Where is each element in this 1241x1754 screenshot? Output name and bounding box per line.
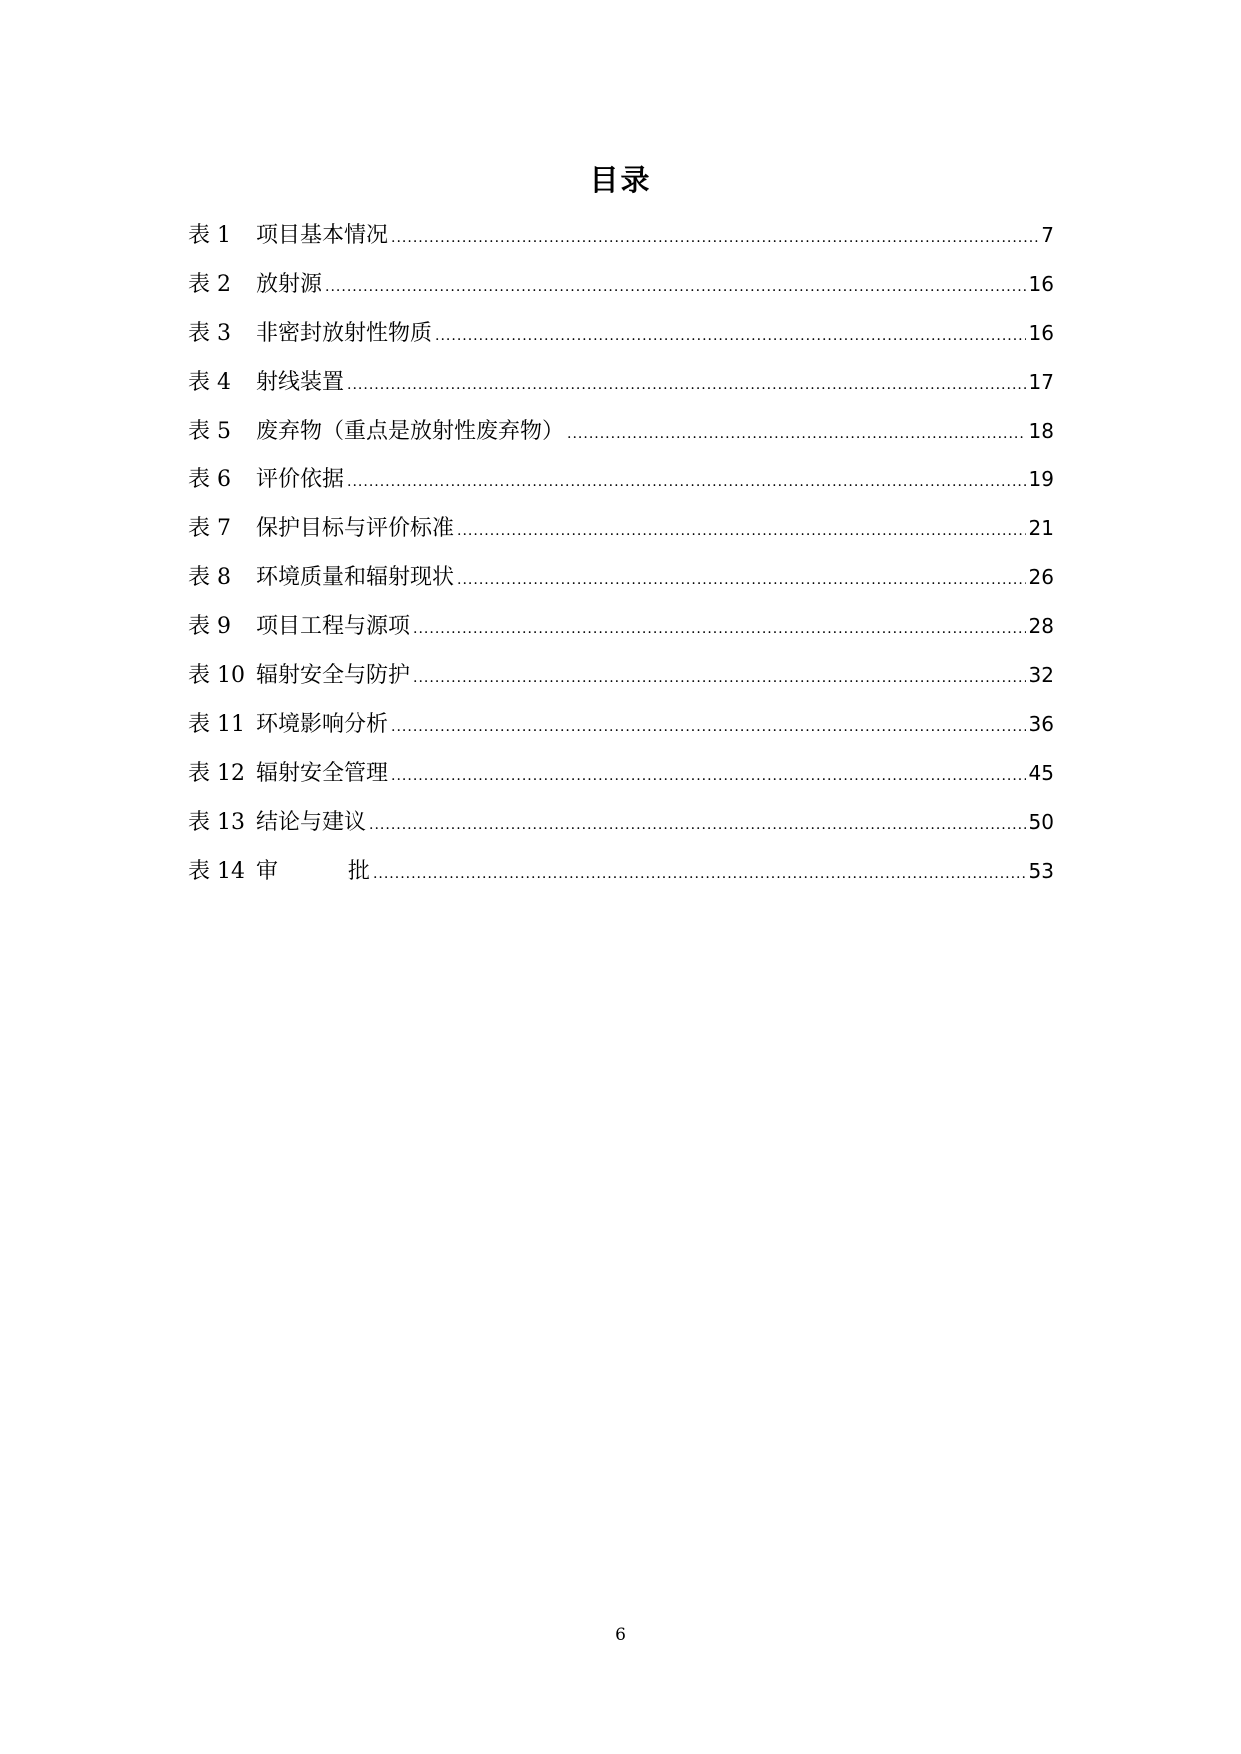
toc-entry-number: 表 13 <box>188 809 245 835</box>
toc-entry-number: 表 14 <box>188 858 245 884</box>
toc-entry-label: 非密封放射性物质 <box>256 320 433 346</box>
toc-entry-page: 21 <box>1028 516 1054 541</box>
toc-entry-4[interactable] <box>188 367 1054 416</box>
toc-entry-page: 18 <box>1028 418 1054 443</box>
toc-entry-label: 结论与建议 <box>256 809 367 835</box>
toc-entry-11[interactable] <box>188 709 1054 758</box>
toc-entry-number: 表 11 <box>188 711 245 737</box>
toc-entry-label: 环境质量和辐射现状 <box>256 565 455 591</box>
toc-dot-leader <box>347 370 1026 400</box>
toc-dot-leader <box>457 516 1026 546</box>
toc-entry-page: 16 <box>1028 271 1054 296</box>
toc-dot-leader <box>413 663 1026 693</box>
toc-entry-number: 表 2 <box>188 271 231 297</box>
toc-entry-14[interactable] <box>188 856 1054 905</box>
toc-entry-page: 19 <box>1028 467 1054 492</box>
toc-entry-page: 7 <box>1041 223 1054 247</box>
toc-dot-leader <box>373 859 1026 889</box>
toc-entry-2[interactable] <box>188 269 1054 318</box>
toc-entry-label: 射线装置 <box>256 369 345 395</box>
toc-entry-label: 保护目标与评价标准 <box>256 516 455 542</box>
toc-entry-label: 项目工程与源项 <box>256 614 411 640</box>
toc-entry-number: 表 3 <box>188 320 231 346</box>
toc-entry-number: 表 1 <box>188 223 231 248</box>
toc-dot-leader <box>369 810 1026 840</box>
toc-entry-number: 表 9 <box>188 614 231 640</box>
toc-entry-page: 45 <box>1028 760 1054 785</box>
toc-dot-leader <box>391 712 1026 742</box>
toc-title: 目录 <box>589 163 652 197</box>
toc-entry-page: 50 <box>1028 809 1054 834</box>
toc-dot-leader <box>391 223 1038 253</box>
toc-entry-label: 辐射安全管理 <box>256 760 389 786</box>
toc-dot-leader <box>457 565 1026 595</box>
toc-entry-12[interactable] <box>188 758 1054 807</box>
toc-entry-label: 环境影响分析 <box>256 711 389 737</box>
toc-entry-number: 表 6 <box>188 467 231 493</box>
toc-entry-number: 表 10 <box>188 663 245 689</box>
toc-entry-label: 辐射安全与防护 <box>256 663 411 689</box>
page-number: 6 <box>615 1625 626 1645</box>
toc-entry-5[interactable] <box>188 416 1054 465</box>
toc-entry-8[interactable] <box>188 562 1054 611</box>
toc-entry-page: 53 <box>1028 858 1054 883</box>
toc-dot-leader <box>325 272 1026 302</box>
toc-entry-page: 17 <box>1028 369 1054 394</box>
toc-entry-13[interactable] <box>188 807 1054 856</box>
toc-entry-6[interactable] <box>188 464 1054 513</box>
toc-dot-leader <box>413 614 1026 644</box>
toc-list <box>188 220 1054 904</box>
toc-entry-number: 表 12 <box>188 760 245 786</box>
toc-entry-10[interactable] <box>188 660 1054 709</box>
toc-entry-1[interactable] <box>188 220 1054 269</box>
toc-entry-number: 表 4 <box>188 369 231 395</box>
toc-entry-page: 16 <box>1028 320 1054 345</box>
toc-entry-page: 28 <box>1028 614 1054 639</box>
toc-entry-label: 审 批 <box>256 858 370 884</box>
toc-entry-label: 放射源 <box>256 271 323 297</box>
toc-entry-page: 26 <box>1028 565 1054 590</box>
toc-dot-leader <box>567 419 1026 449</box>
toc-entry-3[interactable] <box>188 318 1054 367</box>
toc-entry-7[interactable] <box>188 513 1054 562</box>
toc-entry-number: 表 7 <box>188 516 231 542</box>
toc-entry-page: 36 <box>1028 711 1054 736</box>
toc-entry-label: 废弃物（重点是放射性废弃物） <box>256 418 565 444</box>
toc-entry-number: 表 8 <box>188 565 231 591</box>
toc-entry-page: 32 <box>1028 663 1054 688</box>
toc-entry-label: 项目基本情况 <box>256 223 389 248</box>
toc-entry-number: 表 5 <box>188 418 231 444</box>
toc-entry-9[interactable] <box>188 611 1054 660</box>
toc-dot-leader <box>347 467 1026 497</box>
toc-dot-leader <box>435 321 1026 351</box>
toc-entry-label: 评价依据 <box>256 467 345 493</box>
toc-dot-leader <box>391 761 1026 791</box>
